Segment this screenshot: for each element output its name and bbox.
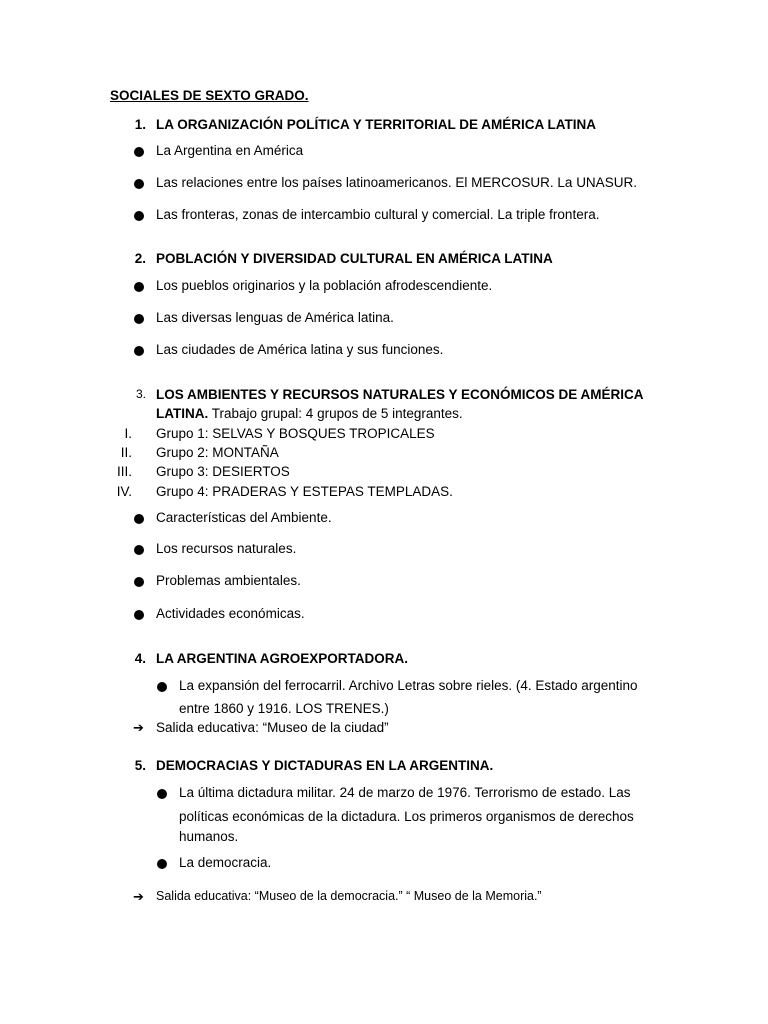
section-5-heading: DEMOCRACIAS Y DICTADURAS EN LA ARGENTINA. bbox=[156, 758, 494, 773]
section-3-heading-line-1: LOS AMBIENTES Y RECURSOS NATURALES Y ECONÓMICOS DE AMÉRICA bbox=[156, 387, 644, 402]
bullet-icon bbox=[134, 147, 144, 157]
section-5-number: 5. bbox=[134, 758, 146, 773]
arrow-right-icon: ➔ bbox=[133, 720, 144, 735]
group-item: Grupo 4: PRADERAS Y ESTEPAS TEMPLADAS. bbox=[156, 484, 453, 499]
section-4-item-line-2: entre 1860 y 1916. LOS TRENES.) bbox=[179, 701, 389, 716]
section-2-item-3: Las ciudades de América latina y sus funciones. bbox=[156, 342, 444, 357]
group-numeral: I. bbox=[124, 426, 132, 441]
section-1-item-2: Las relaciones entre los países latinoamericanos. El MERCOSUR. La UNASUR. bbox=[156, 175, 637, 190]
bullet-icon bbox=[157, 789, 167, 799]
group-item: Grupo 1: SELVAS Y BOSQUES TROPICALES bbox=[156, 426, 435, 441]
section-2-item-1: Los pueblos originarios y la población afrodescendiente. bbox=[156, 278, 493, 293]
section-5-item-1-line-2: políticas económicas de la dictadura. Los primeros organismos de derechos bbox=[179, 809, 634, 824]
section-2-item-2: Las diversas lenguas de América latina. bbox=[156, 310, 394, 325]
section-3-number: 3. bbox=[135, 387, 146, 401]
section-4-number: 4. bbox=[134, 651, 146, 666]
bullet-icon bbox=[134, 545, 144, 555]
section-5-outing: Salida educativa: “Museo de la democracia.” “ Museo de la Memoria.” bbox=[156, 889, 542, 903]
section-4-item-line-1: La expansión del ferrocarril. Archivo Letras sobre rieles. (4. Estado argentino bbox=[179, 678, 638, 693]
section-1-item-3: Las fronteras, zonas de intercambio cultural y comercial. La triple frontera. bbox=[156, 207, 600, 222]
group-item: Grupo 3: DESIERTOS bbox=[156, 464, 290, 479]
bullet-icon bbox=[157, 859, 167, 869]
group-numeral: III. bbox=[116, 464, 132, 479]
group-item: Grupo 2: MONTAÑA bbox=[156, 445, 279, 460]
group-numeral: II. bbox=[120, 445, 132, 460]
section-3-heading-note: Trabajo grupal: 4 grupos de 5 integrantes. bbox=[208, 406, 463, 421]
bullet-icon bbox=[134, 179, 144, 189]
section-3-item-3: Problemas ambientales. bbox=[156, 573, 301, 588]
bullet-icon bbox=[134, 577, 144, 587]
section-3-heading-line-2 bbox=[156, 405, 463, 422]
bullet-icon bbox=[134, 282, 144, 292]
group-numeral: IV. bbox=[116, 484, 132, 499]
bullet-icon bbox=[157, 682, 167, 692]
bullet-icon bbox=[134, 610, 144, 620]
section-3-item-1: Características del Ambiente. bbox=[156, 510, 332, 525]
section-3-heading-latina: LATINA. bbox=[156, 406, 209, 421]
bullet-icon bbox=[134, 211, 144, 221]
section-5-item-1-line-3: humanos. bbox=[179, 829, 239, 844]
bullet-icon bbox=[134, 314, 144, 324]
section-3-item-2: Los recursos naturales. bbox=[156, 541, 297, 556]
document-title: SOCIALES DE SEXTO GRADO. bbox=[110, 88, 309, 103]
section-4-outing: Salida educativa: “Museo de la ciudad” bbox=[156, 720, 389, 735]
section-1-item-1: La Argentina en América bbox=[156, 143, 304, 158]
section-2-number: 2. bbox=[134, 251, 146, 266]
bullet-icon bbox=[134, 514, 144, 524]
bullet-icon bbox=[134, 346, 144, 356]
arrow-right-icon: ➔ bbox=[133, 889, 144, 904]
section-1-number: 1. bbox=[134, 117, 146, 132]
section-5-item-1-line-1: La última dictadura militar. 24 de marzo de 1976. Terrorismo de estado. Las bbox=[179, 785, 631, 800]
section-2-heading: POBLACIÓN Y DIVERSIDAD CULTURAL EN AMÉRICA LATINA bbox=[156, 251, 553, 266]
section-3-item-4: Actividades económicas. bbox=[156, 606, 305, 621]
section-1-heading: LA ORGANIZACIÓN POLÍTICA Y TERRITORIAL DE AMÉRICA LATINA bbox=[156, 117, 597, 132]
section-4-heading: LA ARGENTINA AGROEXPORTADORA. bbox=[156, 651, 408, 666]
section-5-item-2: La democracia. bbox=[179, 855, 272, 870]
